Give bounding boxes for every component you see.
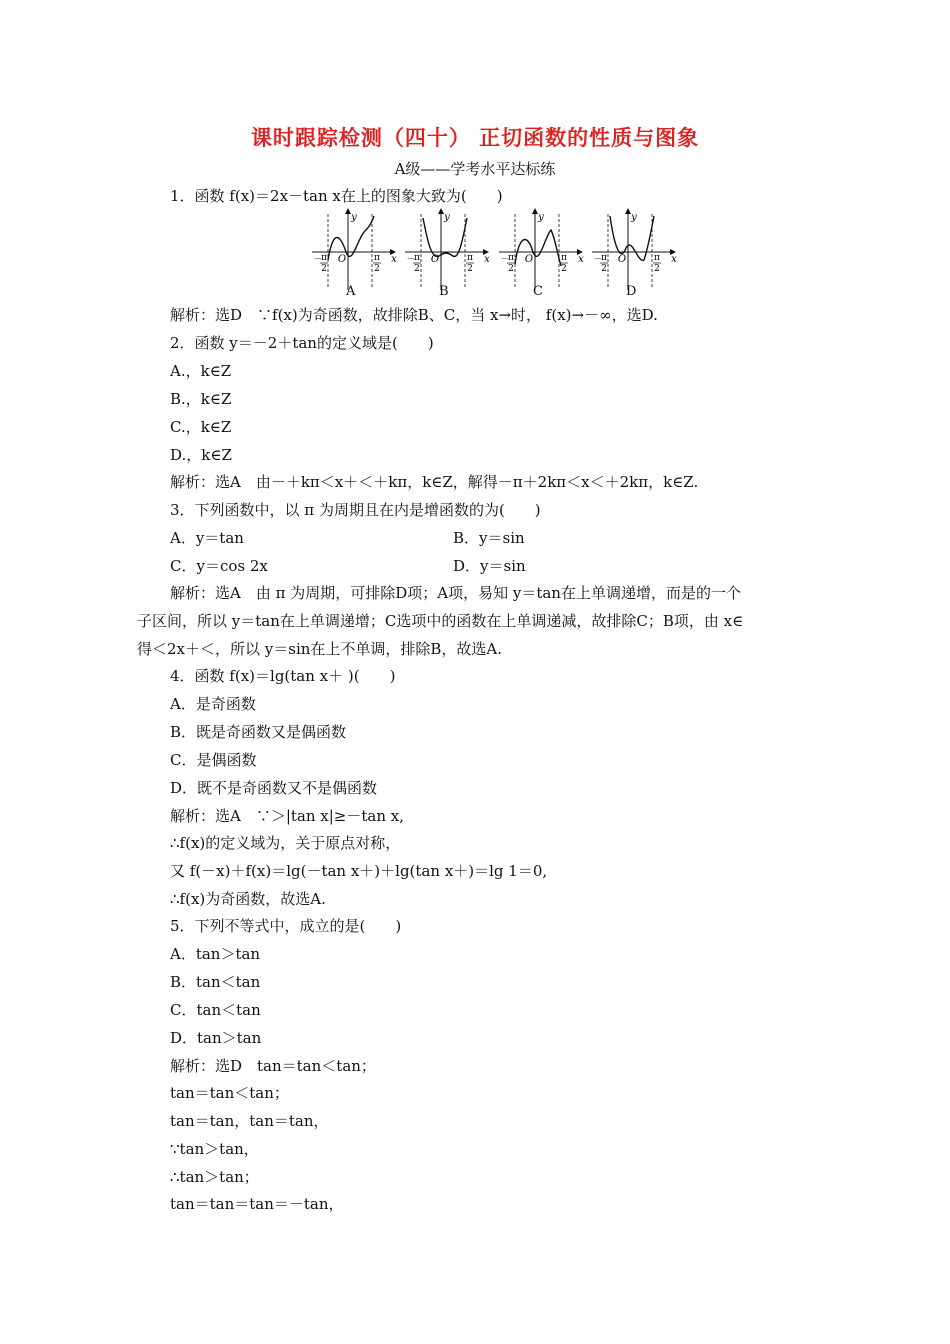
graph-b-origin-label: O [430, 254, 440, 265]
graph-c-neg-sign: － [500, 255, 510, 265]
graph-b-pos-pi: π [467, 253, 473, 263]
answer-5-line4: ∵tan＞tan， [170, 1140, 259, 1158]
answer-4-line2: ∴f(x)的定义域为，关于原点对称， [170, 834, 401, 852]
graph-d-x-label: x [671, 254, 677, 265]
graph-a-neg-two: 2 [321, 264, 327, 274]
graph-a-origin-label: O [337, 254, 347, 265]
question-2: 2．函数 y＝－2＋tan的定义域是( ) [170, 334, 434, 352]
answer-5-line6: tan＝tan＝tan＝－tan， [170, 1195, 344, 1213]
option-2b: B.，k∈Z [170, 390, 232, 408]
graph-panel-a [312, 208, 397, 290]
answer-5-line2: tan＝tan＜tan； [170, 1084, 289, 1102]
answer-5-line1: 解析：选D tan＝tan＜tan； [170, 1057, 376, 1075]
graph-c-pos-two: 2 [561, 264, 567, 274]
answer-3-line3: 得＜2x＋＜，所以 y＝sin在上不单调，排除B，故选A. [137, 640, 503, 658]
graph-c-origin-label: O [524, 254, 534, 265]
graph-b-x-label: x [484, 254, 490, 265]
question-1: 1．函数 f(x)＝2x－tan x在上的图象大致为( ) [170, 187, 503, 205]
graph-panel-d [592, 208, 677, 290]
graph-d-neg-sign: － [593, 255, 603, 265]
graph-a-x-label: x [391, 254, 397, 265]
graph-panel-b [405, 208, 490, 290]
graph-d-y-label: y [631, 212, 637, 223]
answer-4-line1: 解析：选A ∵＞|tan x|≥－tan x, [170, 807, 404, 825]
graph-label-a: A [346, 284, 356, 299]
graph-c-neg-pi: π [508, 253, 514, 263]
graph-a-neg-sign: － [313, 255, 323, 265]
graph-d-pos-pi: π [654, 253, 660, 263]
page-title: 课时跟踪检测（四十） 正切函数的性质与图象 [250, 126, 700, 150]
graph-c-curve [515, 230, 561, 266]
graph-c-y-label: y [538, 212, 544, 223]
option-3a: A．y＝tan [170, 529, 244, 547]
question-4: 4．函数 f(x)＝lg(tan x＋ )( ) [170, 667, 396, 685]
option-5c: C．tan＜tan [170, 1001, 261, 1019]
answer-4-line4: ∴f(x)为奇函数，故选A. [170, 890, 326, 908]
graph-label-b: B [439, 284, 449, 299]
answer-2: 解析：选A 由－＋kπ＜x＋＜＋kπ，k∈Z，解得－π＋2kπ＜x＜＋2kπ，k∈Z. [170, 473, 699, 491]
graph-d-y-arrow [625, 208, 631, 214]
option-2a: A.，k∈Z [170, 362, 232, 380]
graph-options [300, 208, 680, 303]
option-4a: A．是奇函数 [170, 695, 256, 713]
graph-b-y-label: y [444, 212, 450, 223]
graph-label-c: C [533, 284, 543, 299]
graph-b-y-arrow [438, 208, 444, 214]
graph-b-pos-two: 2 [467, 264, 473, 274]
answer-1: 解析：选D ∵f(x)为奇函数，故排除B、C，当 x→时， f(x)→－∞，选D. [170, 306, 658, 324]
answer-4-line3: 又 f(－x)＋f(x)＝lg(－tan x＋)＋lg(tan x＋)＝lg 1＝0, [170, 862, 548, 880]
option-4c: C．是偶函数 [170, 751, 257, 769]
graph-label-d: D [626, 284, 637, 299]
graph-b-neg-pi: π [414, 253, 420, 263]
graph-b-curve [423, 218, 467, 256]
option-2c: C.，k∈Z [170, 418, 232, 436]
graph-c-y-arrow [532, 208, 538, 214]
graph-d-pos-two: 2 [654, 264, 660, 274]
graph-a-y-label: y [351, 212, 357, 223]
graph-a-pos-two: 2 [374, 264, 380, 274]
graph-d-origin-label: O [617, 254, 627, 265]
option-4d: D．既不是奇函数又不是偶函数 [170, 779, 378, 797]
graph-b-neg-sign: － [406, 255, 416, 265]
graph-c-pos-pi: π [561, 253, 567, 263]
section-subtitle: A级——学考水平达标练 [394, 160, 556, 178]
graph-c-neg-two: 2 [508, 264, 514, 274]
graph-a-pos-pi: π [374, 253, 380, 263]
graph-c-x-label: x [578, 254, 584, 265]
option-3d: D．y＝sin [453, 557, 526, 575]
option-5b: B．tan＜tan [170, 973, 261, 991]
graph-b-neg-two: 2 [414, 264, 420, 274]
graph-d-neg-pi: π [601, 253, 607, 263]
option-3c: C．y＝cos 2x [170, 557, 268, 575]
answer-5-line3: tan＝tan，tan＝tan， [170, 1112, 329, 1130]
answer-5-line5: ∴tan＞tan； [170, 1168, 259, 1186]
graph-a-y-arrow [345, 208, 351, 214]
option-5a: A．tan＞tan [170, 945, 261, 963]
question-5: 5．下列不等式中，成立的是( ) [170, 917, 402, 935]
option-2d: D.，k∈Z [170, 446, 232, 464]
option-5d: D．tan＞tan [170, 1029, 262, 1047]
answer-3-line2: 子区间，所以 y＝tan在上单调递增；C选项中的函数在上单调递减，故排除C；B项，由 x∈ [137, 612, 744, 630]
graph-a-neg-pi: π [321, 253, 327, 263]
graph-panel-c [499, 208, 584, 290]
answer-3-line1: 解析：选A 由 π 为周期，可排除D项；A项，易知 y＝tan在上单调递增，而是的一个 [170, 584, 741, 602]
question-3: 3．下列函数中，以 π 为周期且在内是增函数的为( ) [170, 501, 541, 519]
option-4b: B．既是奇函数又是偶函数 [170, 723, 347, 741]
option-3b: B．y＝sin [453, 529, 525, 547]
graph-d-neg-two: 2 [601, 264, 607, 274]
